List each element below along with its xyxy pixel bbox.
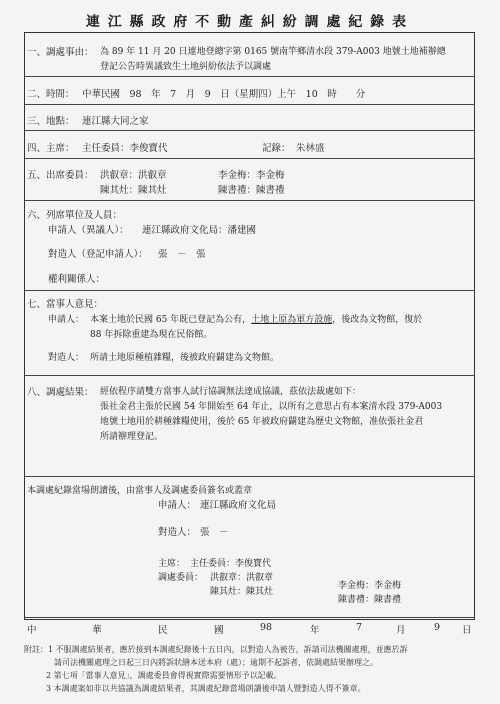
members-label: 五、出席委員： <box>27 170 94 181</box>
closing-opponent-signature: 張 － <box>200 527 229 538</box>
row-divider <box>24 617 475 618</box>
date-char: 民 <box>158 625 168 636</box>
closing-applicant-label: 申請人： <box>158 500 197 511</box>
opinions-label: 七、當事人意見： <box>27 299 104 310</box>
closing-member-2: 李金梅：李金梅 <box>338 581 402 591</box>
footnote-2: 2 第七項「當事人意見」，調處委員會得視實際需要情形予以記載。 <box>46 671 282 680</box>
time-value: 中華民國 98 年 7 月 9 日（星期四）上午 10 時 分 <box>82 89 366 100</box>
row-divider <box>24 76 475 77</box>
result-line-4: 所請辦理登記。 <box>100 432 164 442</box>
applicant-opinion-line-2: 88 年拆除重建為現在民俗館。 <box>90 330 213 340</box>
footnote-1b: 請司法機關處理之日起三日內將訴狀繕本送本府（處）；逾期不起訴者，依調處結果辦理之。 <box>54 658 378 667</box>
date-month: 7 <box>356 622 363 633</box>
date-day: 9 <box>434 622 441 633</box>
result-line-1: 經依程序請雙方當事人試行協調無法達成協議，茲依法裁處如下： <box>100 387 362 397</box>
row-divider <box>24 200 475 201</box>
reason-line-2: 登記公告時異議致生土地糾紛依法予以調處 <box>100 62 272 72</box>
interested-party-label: 權利關係人： <box>48 274 106 285</box>
closing-statement: 本調處紀錄當場朗讀後，由當事人及調處委員簽名或蓋章 <box>27 486 253 496</box>
member-2: 李金梅：李金梅 <box>218 170 285 181</box>
applicant-value: 連江縣政府文化局：潘建國 <box>142 225 257 236</box>
row-divider <box>24 158 475 159</box>
time-label: 二、時間： <box>27 89 75 100</box>
recorder-label: 記錄： <box>262 143 291 154</box>
row-divider <box>24 290 475 291</box>
applicant-opinion-part-a: 本案土地於民國 65 年既已登記為公有， <box>90 315 252 325</box>
closing-member-4: 陳書禮：陳書禮 <box>338 595 402 605</box>
reason-label: 一、調處事由： <box>27 47 94 58</box>
recorder-signature: 朱林盛 <box>296 143 325 154</box>
closing-member-3: 陳其灶：陳其灶 <box>210 587 274 597</box>
result-line-3: 地號土地用於耕種雜糧使用，後於 65 年被政府闢建為歷史文物館，准依張社金君 <box>100 417 424 427</box>
opponent-label: 對造人（登記申請人）： <box>48 249 148 260</box>
opponent-opinion-label: 對造人： <box>48 353 85 363</box>
result-line-2: 張社金君主張於民國 54 年開始至 64 年止，以所有之意思占有本案清水段 379-A003 <box>100 402 443 412</box>
row-divider <box>24 476 475 477</box>
document-title: 連江縣政府不動產糾紛調處紀錄表 <box>85 14 415 30</box>
opponent-signature: 張 － 張 <box>158 249 206 260</box>
applicant-opinion-part-c: ，後改為文物館，復於 <box>332 315 423 325</box>
place-value: 連江縣大同之家 <box>82 116 149 127</box>
date-char: 國 <box>214 625 224 636</box>
date-char: 華 <box>92 625 102 636</box>
applicant-label: 申請人（異議人）： <box>48 225 129 236</box>
reason-line-1: 為 89 年 11 月 20 日連地登總字第 0165 號南竿鄉清水段 379-A003 地號土地補辦總 <box>100 47 446 57</box>
member-3: 陳其灶：陳其灶 <box>100 185 167 196</box>
member-1: 洪叡章：洪叡章 <box>100 170 167 181</box>
closing-chair-value: 主任委員：李俊寶代 <box>190 559 272 569</box>
footnote-1a: 附註：1 不服調處結果者，應於接到本調處紀錄後十五日內，以對造人為被告，訴請司法機關處理，並應於訴 <box>24 645 408 654</box>
date-char: 月 <box>396 625 406 636</box>
member-4: 陳書禮：陳書禮 <box>218 185 285 196</box>
closing-opponent-label: 對造人： <box>158 527 197 538</box>
date-year: 98 <box>260 622 273 633</box>
chair-label: 四、主席： <box>27 143 75 154</box>
closing-members-label: 調處委員： <box>158 573 204 583</box>
closing-applicant-value: 連江縣政府文化局 <box>200 500 277 511</box>
applicant-opinion-underlined: 土地上原為軍方設施 <box>251 315 333 325</box>
result-label: 八、調處結果： <box>27 387 94 398</box>
applicant-opinion-line-1 <box>90 312 422 325</box>
row-divider <box>24 130 475 131</box>
applicant-opinion-label: 申請人： <box>48 315 85 325</box>
closing-chair-label: 主席： <box>158 559 186 569</box>
date-char: 日 <box>462 625 472 636</box>
date-char: 年 <box>310 625 320 636</box>
closing-member-1: 洪叡章：洪叡章 <box>210 573 274 583</box>
row-divider <box>24 104 475 105</box>
chair-value: 主任委員：李俊寶代 <box>82 143 168 154</box>
attendees-label: 六、列席單位及人員： <box>27 210 123 221</box>
row-divider <box>24 375 475 376</box>
footnote-3: 3 本調處案如非以共協議為調處結果者，其調處紀錄當場朗讀後申請人暨對造人得不簽章。 <box>46 684 366 693</box>
opponent-opinion-text: 所請土地原種植雜糧，後被政府闢建為文物館。 <box>90 353 280 363</box>
place-label: 三、地點： <box>27 116 75 127</box>
date-char: 中 <box>27 625 37 636</box>
